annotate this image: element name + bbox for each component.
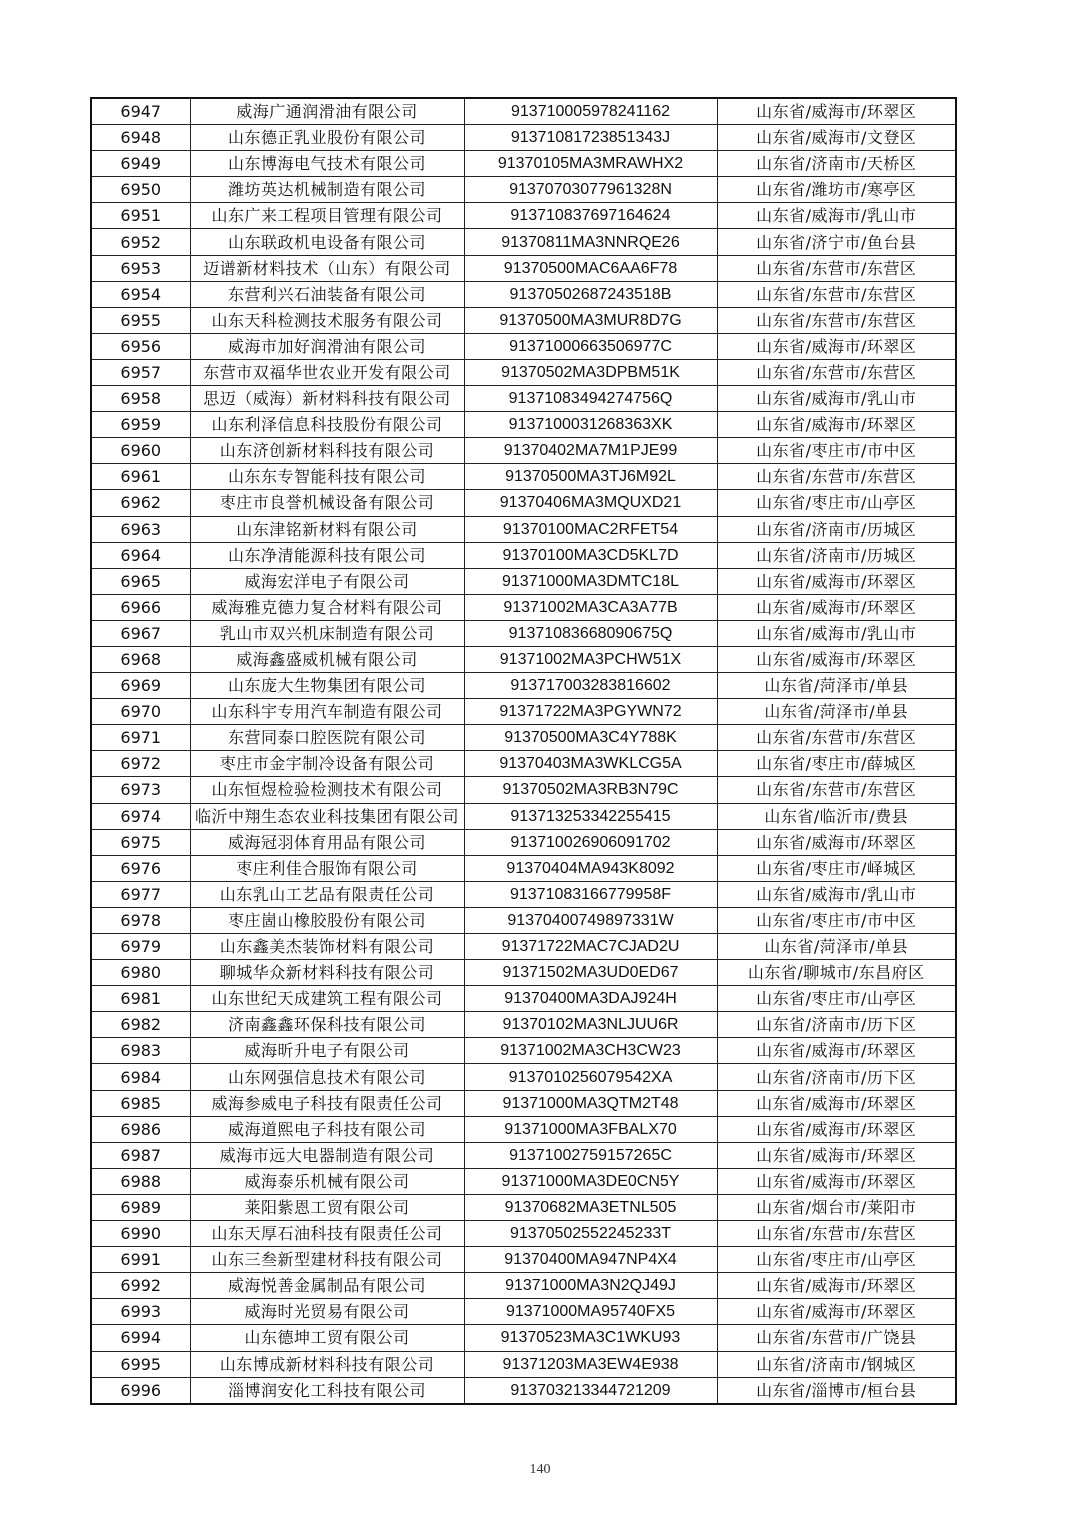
region-cell: 山东省/东营市/东营区 [717, 255, 956, 281]
credit-code-cell: 91370500MAC6AA6F78 [464, 255, 717, 281]
table-row [91, 333, 956, 359]
region-cell: 山东省/济宁市/鱼台县 [717, 229, 956, 255]
row-index-cell: 6993 [91, 1299, 190, 1325]
region-cell: 山东省/东营市/东营区 [717, 359, 956, 385]
region-cell: 山东省/威海市/环翠区 [717, 1299, 956, 1325]
region-cell: 山东省/威海市/环翠区 [717, 1142, 956, 1168]
row-index-cell: 6988 [91, 1168, 190, 1194]
region-cell: 山东省/威海市/乳山市 [717, 203, 956, 229]
company-name-cell: 威海泰乐机械有限公司 [190, 1168, 464, 1194]
region-cell: 山东省/威海市/环翠区 [717, 1273, 956, 1299]
row-index-cell: 6983 [91, 1038, 190, 1064]
table-row [91, 203, 956, 229]
region-cell: 山东省/东营市/东营区 [717, 777, 956, 803]
company-name-cell: 山东净清能源科技有限公司 [190, 542, 464, 568]
credit-code-cell: 91370500MA3C4Y788K [464, 725, 717, 751]
region-cell: 山东省/东营市/东营区 [717, 464, 956, 490]
credit-code-cell: 91371000MA3FBALX70 [464, 1116, 717, 1142]
credit-code-cell: 91371083668090675Q [464, 620, 717, 646]
company-name-cell: 山东鑫美杰装饰材料有限公司 [190, 934, 464, 960]
credit-code-cell: 91370502552245233T [464, 1221, 717, 1247]
company-name-cell: 威海道熙电子科技有限公司 [190, 1116, 464, 1142]
row-index-cell: 6948 [91, 125, 190, 151]
company-name-cell: 威海时光贸易有限公司 [190, 1299, 464, 1325]
table-row [91, 986, 956, 1012]
credit-code-cell: 91371083494274756Q [464, 386, 717, 412]
row-index-cell: 6977 [91, 881, 190, 907]
row-index-cell: 6951 [91, 203, 190, 229]
table-row [91, 1168, 956, 1194]
row-index-cell: 6981 [91, 986, 190, 1012]
company-name-cell: 山东世纪天成建筑工程有限公司 [190, 986, 464, 1012]
credit-code-cell: 91370403MA3WKLCG5A [464, 751, 717, 777]
region-cell: 山东省/威海市/环翠区 [717, 1168, 956, 1194]
region-cell: 山东省/威海市/环翠区 [717, 1090, 956, 1116]
company-name-cell: 威海市加好润滑油有限公司 [190, 333, 464, 359]
row-index-cell: 6965 [91, 568, 190, 594]
row-index-cell: 6950 [91, 177, 190, 203]
row-index-cell: 6966 [91, 594, 190, 620]
table-row [91, 125, 956, 151]
table-row [91, 1064, 956, 1090]
company-name-cell: 山东济创新材料科技有限公司 [190, 438, 464, 464]
table-row [91, 307, 956, 333]
row-index-cell: 6972 [91, 751, 190, 777]
credit-code-cell: 913710026906091702 [464, 829, 717, 855]
company-name-cell: 山东恒煜检验检测技术有限公司 [190, 777, 464, 803]
table-row [91, 1116, 956, 1142]
credit-code-cell: 91371000MA95740FX5 [464, 1299, 717, 1325]
region-cell: 山东省/淄博市/桓台县 [717, 1377, 956, 1404]
company-name-cell: 枣庄市良誉机械设备有限公司 [190, 490, 464, 516]
region-cell: 山东省/东营市/东营区 [717, 307, 956, 333]
region-cell: 山东省/威海市/环翠区 [717, 829, 956, 855]
table-row [91, 1194, 956, 1220]
region-cell: 山东省/威海市/乳山市 [717, 386, 956, 412]
credit-code-cell: 91371000663506977C [464, 333, 717, 359]
table-row [91, 1273, 956, 1299]
row-index-cell: 6994 [91, 1325, 190, 1351]
company-name-cell: 东营同泰口腔医院有限公司 [190, 725, 464, 751]
company-name-cell: 威海鑫盛威机械有限公司 [190, 646, 464, 672]
row-index-cell: 6986 [91, 1116, 190, 1142]
table-row [91, 673, 956, 699]
company-name-cell: 威海市远大电器制造有限公司 [190, 1142, 464, 1168]
table-row [91, 1221, 956, 1247]
table-row [91, 255, 956, 281]
table-row [91, 1351, 956, 1377]
table-row [91, 725, 956, 751]
table-row [91, 151, 956, 177]
row-index-cell: 6947 [91, 98, 190, 125]
row-index-cell: 6980 [91, 960, 190, 986]
region-cell: 山东省/枣庄市/山亭区 [717, 1247, 956, 1273]
company-list-table [90, 97, 957, 1405]
credit-code-cell: 91370400749897331W [464, 907, 717, 933]
table-row [91, 359, 956, 385]
table-row [91, 281, 956, 307]
company-name-cell: 枣庄市金宇制冷设备有限公司 [190, 751, 464, 777]
table-row [91, 1012, 956, 1038]
credit-code-cell: 913710005978241162 [464, 98, 717, 125]
row-index-cell: 6975 [91, 829, 190, 855]
region-cell: 山东省/济南市/历城区 [717, 516, 956, 542]
table-row [91, 177, 956, 203]
company-name-cell: 东营市双福华世农业开发有限公司 [190, 359, 464, 385]
region-cell: 山东省/威海市/环翠区 [717, 568, 956, 594]
row-index-cell: 6967 [91, 620, 190, 646]
region-cell: 山东省/菏泽市/单县 [717, 699, 956, 725]
table-row [91, 646, 956, 672]
company-name-cell: 淄博润安化工科技有限公司 [190, 1377, 464, 1404]
table-row [91, 881, 956, 907]
company-name-cell: 山东德坤工贸有限公司 [190, 1325, 464, 1351]
company-name-cell: 山东天厚石油科技有限责任公司 [190, 1221, 464, 1247]
table-row [91, 1247, 956, 1273]
region-cell: 山东省/威海市/环翠区 [717, 646, 956, 672]
company-name-cell: 威海参威电子科技有限责任公司 [190, 1090, 464, 1116]
company-name-cell: 乳山市双兴机床制造有限公司 [190, 620, 464, 646]
company-list-body [91, 98, 956, 1404]
company-name-cell: 迈谱新材料技术（山东）有限公司 [190, 255, 464, 281]
row-index-cell: 6990 [91, 1221, 190, 1247]
credit-code-cell: 91370500MA3MUR8D7G [464, 307, 717, 333]
table-row [91, 1299, 956, 1325]
table-row [91, 386, 956, 412]
table-row [91, 412, 956, 438]
region-cell: 山东省/枣庄市/市中区 [717, 438, 956, 464]
region-cell: 山东省/烟台市/莱阳市 [717, 1194, 956, 1220]
company-name-cell: 思迈（威海）新材料科技有限公司 [190, 386, 464, 412]
company-name-cell: 威海宏洋电子有限公司 [190, 568, 464, 594]
credit-code-cell: 91371722MAC7CJAD2U [464, 934, 717, 960]
row-index-cell: 6954 [91, 281, 190, 307]
row-index-cell: 6968 [91, 646, 190, 672]
row-index-cell: 6976 [91, 855, 190, 881]
table-row [91, 542, 956, 568]
region-cell: 山东省/东营市/广饶县 [717, 1325, 956, 1351]
row-index-cell: 6978 [91, 907, 190, 933]
region-cell: 山东省/东营市/东营区 [717, 281, 956, 307]
credit-code-cell: 91371203MA3EW4E938 [464, 1351, 717, 1377]
table-row [91, 1325, 956, 1351]
table-row [91, 438, 956, 464]
row-index-cell: 6996 [91, 1377, 190, 1404]
region-cell: 山东省/威海市/环翠区 [717, 98, 956, 125]
row-index-cell: 6971 [91, 725, 190, 751]
company-name-cell: 山东科宇专用汽车制造有限公司 [190, 699, 464, 725]
table-row [91, 229, 956, 255]
company-name-cell: 山东博成新材料科技有限公司 [190, 1351, 464, 1377]
region-cell: 山东省/东营市/东营区 [717, 1221, 956, 1247]
company-name-cell: 山东联政机电设备有限公司 [190, 229, 464, 255]
row-index-cell: 6964 [91, 542, 190, 568]
company-name-cell: 山东东专智能科技有限公司 [190, 464, 464, 490]
company-name-cell: 威海雅克德力复合材料有限公司 [190, 594, 464, 620]
credit-code-cell: 91370811MA3NNRQE26 [464, 229, 717, 255]
company-name-cell: 莱阳紫恩工贸有限公司 [190, 1194, 464, 1220]
region-cell: 山东省/济南市/钢城区 [717, 1351, 956, 1377]
company-name-cell: 潍坊英达机械制造有限公司 [190, 177, 464, 203]
credit-code-cell: 91370523MA3C1WKU93 [464, 1325, 717, 1351]
region-cell: 山东省/临沂市/费县 [717, 803, 956, 829]
company-name-cell: 山东庞大生物集团有限公司 [190, 673, 464, 699]
credit-code-cell: 91370682MA3ETNL505 [464, 1194, 717, 1220]
row-index-cell: 6982 [91, 1012, 190, 1038]
region-cell: 山东省/潍坊市/寒亭区 [717, 177, 956, 203]
row-index-cell: 6955 [91, 307, 190, 333]
row-index-cell: 6962 [91, 490, 190, 516]
table-row [91, 1377, 956, 1404]
table-row [91, 594, 956, 620]
row-index-cell: 6970 [91, 699, 190, 725]
company-name-cell: 山东乳山工艺品有限责任公司 [190, 881, 464, 907]
credit-code-cell: 91371502MA3UD0ED67 [464, 960, 717, 986]
row-index-cell: 6987 [91, 1142, 190, 1168]
row-index-cell: 6953 [91, 255, 190, 281]
credit-code-cell: 913717003283816602 [464, 673, 717, 699]
company-name-cell: 威海悦善金属制品有限公司 [190, 1273, 464, 1299]
region-cell: 山东省/菏泽市/单县 [717, 673, 956, 699]
company-name-cell: 威海冠羽体育用品有限公司 [190, 829, 464, 855]
table-row [91, 934, 956, 960]
credit-code-cell: 91370502MA3DPBM51K [464, 359, 717, 385]
row-index-cell: 6963 [91, 516, 190, 542]
row-index-cell: 6992 [91, 1273, 190, 1299]
table-row [91, 516, 956, 542]
region-cell: 山东省/济南市/历下区 [717, 1064, 956, 1090]
row-index-cell: 6959 [91, 412, 190, 438]
table-row [91, 777, 956, 803]
region-cell: 山东省/济南市/天桥区 [717, 151, 956, 177]
credit-code-cell: 913710837697164624 [464, 203, 717, 229]
credit-code-cell: 9137010256079542XA [464, 1064, 717, 1090]
table-row [91, 829, 956, 855]
credit-code-cell: 91371000MA3QTM2T48 [464, 1090, 717, 1116]
credit-code-cell: 91370404MA943K8092 [464, 855, 717, 881]
region-cell: 山东省/东营市/东营区 [717, 725, 956, 751]
company-name-cell: 山东博海电气技术有限公司 [190, 151, 464, 177]
company-name-cell: 山东利泽信息科技股份有限公司 [190, 412, 464, 438]
region-cell: 山东省/枣庄市/薛城区 [717, 751, 956, 777]
credit-code-cell: 91370100MAC2RFET54 [464, 516, 717, 542]
credit-code-cell: 91371083166779958F [464, 881, 717, 907]
company-name-cell: 临沂中翔生态农业科技集团有限公司 [190, 803, 464, 829]
credit-code-cell: 91371000MA3DMTC18L [464, 568, 717, 594]
region-cell: 山东省/威海市/乳山市 [717, 620, 956, 646]
row-index-cell: 6979 [91, 934, 190, 960]
region-cell: 山东省/威海市/环翠区 [717, 333, 956, 359]
region-cell: 山东省/济南市/历城区 [717, 542, 956, 568]
company-name-cell: 山东三叁新型建材科技有限公司 [190, 1247, 464, 1273]
row-index-cell: 6949 [91, 151, 190, 177]
table-row [91, 855, 956, 881]
region-cell: 山东省/威海市/乳山市 [717, 881, 956, 907]
row-index-cell: 6989 [91, 1194, 190, 1220]
credit-code-cell: 91370406MA3MQUXD21 [464, 490, 717, 516]
credit-code-cell: 91370100MA3CD5KL7D [464, 542, 717, 568]
table-row [91, 98, 956, 125]
table-row [91, 490, 956, 516]
row-index-cell: 6984 [91, 1064, 190, 1090]
credit-code-cell: 91370502MA3RB3N79C [464, 777, 717, 803]
table-row [91, 464, 956, 490]
region-cell: 山东省/聊城市/东昌府区 [717, 960, 956, 986]
row-index-cell: 6974 [91, 803, 190, 829]
region-cell: 山东省/威海市/环翠区 [717, 1038, 956, 1064]
company-name-cell: 山东广来工程项目管理有限公司 [190, 203, 464, 229]
company-name-cell: 威海广通润滑油有限公司 [190, 98, 464, 125]
table-row [91, 1142, 956, 1168]
table-row [91, 803, 956, 829]
row-index-cell: 6960 [91, 438, 190, 464]
table-row [91, 699, 956, 725]
credit-code-cell: 91370502687243518B [464, 281, 717, 307]
table-row [91, 907, 956, 933]
company-name-cell: 山东德正乳业股份有限公司 [190, 125, 464, 151]
credit-code-cell: 91371002759157265C [464, 1142, 717, 1168]
company-name-cell: 东营利兴石油装备有限公司 [190, 281, 464, 307]
page-number: 140 [529, 1462, 551, 1477]
row-index-cell: 6952 [91, 229, 190, 255]
credit-code-cell: 91370500MA3TJ6M92L [464, 464, 717, 490]
region-cell: 山东省/威海市/环翠区 [717, 412, 956, 438]
row-index-cell: 6995 [91, 1351, 190, 1377]
credit-code-cell: 91370402MA7M1PJE99 [464, 438, 717, 464]
credit-code-cell: 91371002MA3PCHW51X [464, 646, 717, 672]
credit-code-cell: 91371081723851343J [464, 125, 717, 151]
credit-code-cell: 91370703077961328N [464, 177, 717, 203]
company-name-cell: 枣庄利佳合服饰有限公司 [190, 855, 464, 881]
region-cell: 山东省/枣庄市/山亭区 [717, 490, 956, 516]
region-cell: 山东省/威海市/文登区 [717, 125, 956, 151]
company-name-cell: 聊城华众新材料科技有限公司 [190, 960, 464, 986]
row-index-cell: 6969 [91, 673, 190, 699]
credit-code-cell: 91371002MA3CA3A77B [464, 594, 717, 620]
region-cell: 山东省/枣庄市/市中区 [717, 907, 956, 933]
row-index-cell: 6957 [91, 359, 190, 385]
company-name-cell: 山东津铭新材料有限公司 [190, 516, 464, 542]
region-cell: 山东省/枣庄市/山亭区 [717, 986, 956, 1012]
company-name-cell: 山东网强信息技术有限公司 [190, 1064, 464, 1090]
region-cell: 山东省/枣庄市/峄城区 [717, 855, 956, 881]
row-index-cell: 6958 [91, 386, 190, 412]
credit-code-cell: 91371002MA3CH3CW23 [464, 1038, 717, 1064]
row-index-cell: 6956 [91, 333, 190, 359]
credit-code-cell: 91371000MA3N2QJ49J [464, 1273, 717, 1299]
row-index-cell: 6961 [91, 464, 190, 490]
table-row [91, 751, 956, 777]
credit-code-cell: 91370400MA3DAJ924H [464, 986, 717, 1012]
credit-code-cell: 91371000MA3DE0CN5Y [464, 1168, 717, 1194]
credit-code-cell: 913703213344721209 [464, 1377, 717, 1404]
table-row [91, 1090, 956, 1116]
table-row [91, 568, 956, 594]
row-index-cell: 6991 [91, 1247, 190, 1273]
company-name-cell: 济南鑫鑫环保科技有限公司 [190, 1012, 464, 1038]
company-name-cell: 山东天科检测技术服务有限公司 [190, 307, 464, 333]
credit-code-cell: 91370102MA3NLJUU6R [464, 1012, 717, 1038]
credit-code-cell: 91371722MA3PGYWN72 [464, 699, 717, 725]
region-cell: 山东省/济南市/历下区 [717, 1012, 956, 1038]
company-name-cell: 威海昕升电子有限公司 [190, 1038, 464, 1064]
credit-code-cell: 91370105MA3MRAWHX2 [464, 151, 717, 177]
table-row [91, 620, 956, 646]
region-cell: 山东省/威海市/环翠区 [717, 594, 956, 620]
table-row [91, 960, 956, 986]
region-cell: 山东省/威海市/环翠区 [717, 1116, 956, 1142]
region-cell: 山东省/菏泽市/单县 [717, 934, 956, 960]
company-name-cell: 枣庄崮山橡胶股份有限公司 [190, 907, 464, 933]
credit-code-cell: 913713253342255415 [464, 803, 717, 829]
credit-code-cell: 913710003126836​3XK [464, 412, 717, 438]
row-index-cell: 6973 [91, 777, 190, 803]
row-index-cell: 6985 [91, 1090, 190, 1116]
table-row [91, 1038, 956, 1064]
credit-code-cell: 91370400MA947NP4X4 [464, 1247, 717, 1273]
